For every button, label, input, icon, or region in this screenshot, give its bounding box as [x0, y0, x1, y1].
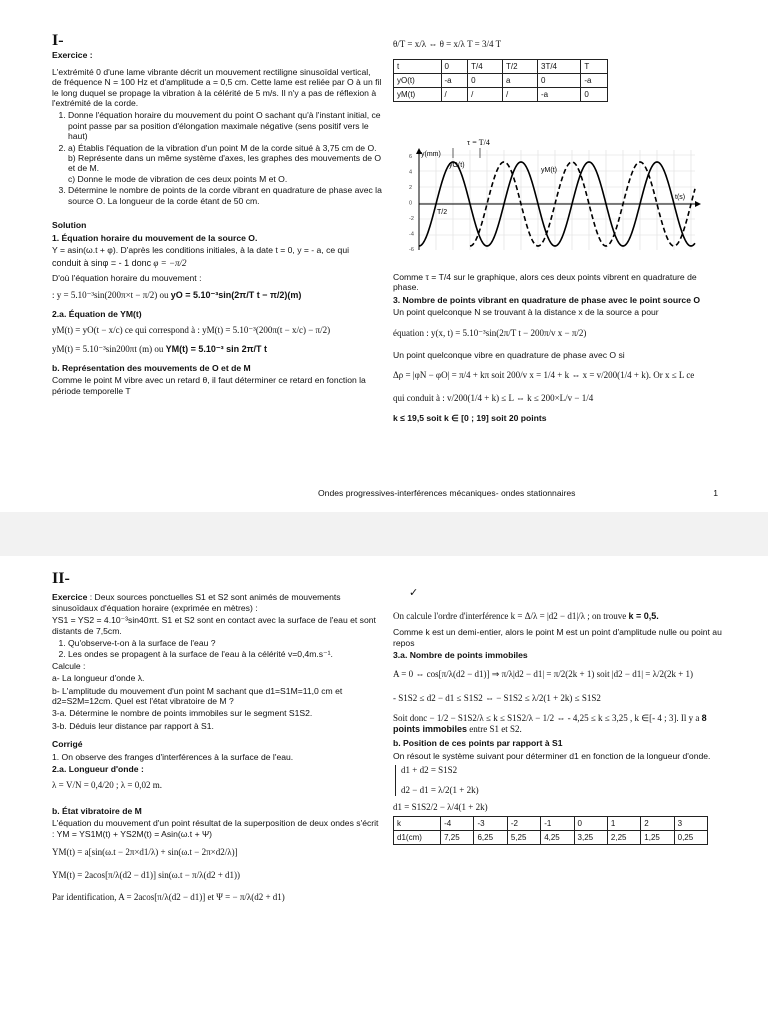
question-list [52, 638, 382, 660]
page-footer [318, 488, 718, 498]
solution-heading: 3. Nombre de points vibrant en quadrature de phase avec le point source O [393, 294, 701, 305]
y-tick-label: 2 [409, 185, 413, 191]
page-number: 1 [713, 488, 718, 498]
page2-right-column [393, 608, 723, 845]
table-cell: 0 [538, 74, 581, 88]
curve-M-label: yM(t) [541, 167, 557, 174]
solution-heading: b. Position de ces points par rapport à S1 [393, 738, 563, 749]
solution-text: D'où l'équation horaire du mouvement : [52, 272, 202, 283]
exercise-equation: YS1 = YS2 = 4.10⁻³sin40πt. S1 et S2 sont en contact avec la surface de l'eau et sont distants de 7,5cm. [52, 615, 376, 636]
y-tick-label: 4 [409, 169, 413, 176]
equation: d1 = S1S2/2 − λ/4(1 + 2k) [393, 801, 488, 812]
table-cell: 0 [581, 88, 608, 102]
equation: yM(t) = yO(t − x/c) ce qui correspond à : yM(t) = 5.10⁻³(200π(t − x/c) − π/2) [52, 324, 331, 335]
equation: équation : y(x, t) = 5.10⁻³sin(2π/T t − 200π/v x − π/2) [393, 327, 587, 338]
calc-item: a- La longueur d'onde λ. [52, 673, 145, 684]
table-row [394, 88, 608, 102]
page1-right-column [393, 36, 723, 424]
data-table [393, 816, 708, 845]
y-tick-label: 0 [409, 200, 413, 207]
table-cell: / [503, 88, 538, 102]
solution-heading: 2.a. Longueur d'onde : [52, 764, 144, 775]
curve-O-label: yO(t) [449, 162, 465, 169]
equation: YM(t) = 2acos[π/λ(d2 − d1)] sin(ω.t − π/λ(d2 + d1)) [52, 869, 241, 880]
solution-heading: 3.a. Nombre de points immobiles [393, 650, 528, 661]
footer-title: Ondes progressives-interférences mécaniques- ondes stationnaires [318, 488, 576, 498]
table-cell: t [394, 60, 442, 74]
table-cell: 1,25 [641, 831, 674, 845]
table-cell: -1 [541, 817, 574, 831]
exercise-label: Exercice : [52, 50, 93, 61]
solution-text: 1. On observe des franges d'interférences à la surface de l'eau. [52, 751, 294, 762]
table-cell: 2,25 [607, 831, 640, 845]
question-item: 1. Donne l'équation horaire du mouvement du point O sachant qu'à l'instant initial, ce point passe par sa position d'élongation maximale négative (sens positif vers le haut) [68, 110, 382, 141]
table-cell: -3 [474, 817, 507, 831]
page1-left-column [52, 32, 382, 398]
table-cell: 3 [674, 817, 707, 831]
equation: YM(t) = a[sin(ω.t − 2π×d1/λ) + sin(ω.t − 2π×d2/λ)] [52, 847, 238, 858]
table-cell: 2 [641, 817, 674, 831]
table-cell: yO(t) [394, 74, 442, 88]
equation: d2 − d1 = λ/2(1 + 2k) [401, 785, 479, 796]
equation: λ = V/N = 0,4/20 ; λ = 0,02 m. [52, 779, 162, 790]
table-row [394, 74, 608, 88]
solution-text: Y = asin(ω.t + φ). D'après les conditions initiales, à la date t = 0, y = - a, ce qui [52, 244, 350, 255]
table-cell: d1(cm) [394, 831, 441, 845]
table-row [394, 817, 708, 831]
tau-label: τ = T/4 [467, 138, 490, 147]
calc-item: b- L'amplitude du mouvement d'un point M sachant que d1=S1M=11,0 cm et d2=S2M=12cm. Quel est l'état vibratoire de M ? [52, 685, 343, 707]
equation-phi: φ = −π/2 [153, 258, 187, 269]
table-cell: 1 [607, 817, 640, 831]
table-row [394, 831, 708, 845]
x-axis-label: t(s) [675, 194, 686, 201]
solution-text: Comme τ = T/4 sur le graphique, alors ces deux points vibrent en quadrature de phase. [393, 272, 697, 293]
table-cell: 7,25 [441, 831, 474, 845]
document-page-2 [0, 556, 768, 1024]
section-title: II- [52, 570, 70, 587]
result-text: k ≤ 19,5 soit k ∈ [0 ; 19] soit 20 points [393, 413, 547, 424]
equation: conduit à sinφ = - 1 donc φ = −π/2 [52, 258, 187, 269]
table-cell: 6,25 [474, 831, 507, 845]
solution-text: Un point quelconque vibre en quadrature de phase avec O si [393, 350, 625, 361]
equation: Δρ = |φN − φO| = π/4 + kπ soit 200/v x = 1/4 + k ⇔ x = v/200(1/4 + k). Or x ≤ L ce [393, 370, 695, 381]
table-cell: T/2 [503, 60, 538, 74]
question-part: c) Donne le mode de vibration de ces deux points M et O. [68, 173, 288, 184]
y-tick-label: -6 [409, 247, 414, 253]
table-cell: / [441, 88, 468, 102]
table-cell: 0 [441, 60, 468, 74]
table-cell: T [581, 60, 608, 74]
equation: yM(t) = 5.10⁻³sin200πt (m) ou YM(t) = 5.10⁻³ sin 2π/T t [52, 344, 267, 355]
question-item: 2. Les ondes se propagent à la surface de l'eau à la célérité v=0,4m.s⁻¹. [68, 649, 382, 659]
table-cell: 4,25 [541, 831, 574, 845]
y-axis-label: y(mm) [421, 151, 441, 158]
table-cell: 0 [574, 817, 607, 831]
question-item: 1. Qu'observe-t-on à la surface de l'eau ? [68, 638, 382, 648]
solution-text: On résout le système suivant pour déterminer d1 en fonction de la longueur d'onde. [393, 750, 711, 761]
y-tick-label: -2 [409, 216, 414, 222]
equation: qui conduit à : v/200(1/4 + k) ≤ L ⇔ k ≤ 200×L/v − 1/4 [393, 392, 594, 403]
table-cell: 0,25 [674, 831, 707, 845]
solution-text: Un point quelconque N se trouvant à la distance x de la source a pour [393, 307, 659, 318]
exercise-text: L'extrémité 0 d'une lame vibrante décrit un mouvement rectiligne sinusoïdal vertical, de fréquence N = 100 Hz et d'amplitude a = 0,5 cm. Cette lame est reliée par O à un fil le long duquel se propage la vibration à la célérité de 5 m/s. Il n'y a pas de réflexion à l'extrémité de la corde. [52, 66, 382, 109]
exercise-text: Exercice : Deux sources ponctuelles S1 et S2 sont animés de mouvements sinusoïdaux d'équation horaire (exprimée en mètres) : [52, 592, 341, 613]
equation: Soit donc − 1/2 − S1S2/λ ≤ k ≤ S1S2/λ − 1/2 ⇔ - 4,25 ≤ k ≤ 3,25 , k ∈[- 4 ; 3]. Il y a 8 points immobiles entre S1 et S2. [393, 713, 707, 734]
table-cell: -a [441, 74, 468, 88]
question-item: 3. Détermine le nombre de points de la corde vibrant en quadrature de phase avec la source O. La longueur de la corde étant de 50 cm. [68, 185, 382, 206]
table-cell: 5,25 [507, 831, 540, 845]
y-tick-label: -4 [409, 231, 414, 238]
data-table [393, 59, 608, 102]
page-separator [0, 512, 768, 556]
equation: On calcule l'ordre d'interférence k = Δ/λ = |d2 − d1|/λ ; on trouve k = 0,5. [393, 611, 659, 621]
half-period-label: T/2 [437, 209, 448, 216]
solution-heading: b. Représentation des mouvements de O et de M [52, 362, 251, 373]
section-title: I- [52, 32, 64, 49]
solution-text: L'équation du mouvement d'un point résultat de la superposition de deux ondes s'écrit : YM = YS1M(t) + YS2M(t) = Asin(ω.t + Ψ) [52, 818, 379, 839]
table-cell: 3,25 [574, 831, 607, 845]
table-cell: -4 [441, 817, 474, 831]
table-cell: -a [538, 88, 581, 102]
corrige-label: Corrigé [52, 739, 83, 750]
solution-text: Comme k est un demi-entier, alors le point M est un point d'amplitude nulle ou point au repos [393, 627, 722, 648]
wave-graph [405, 136, 701, 254]
equation: θ/T = x/λ ⇔ θ = x/λ T = 3/4 T [393, 39, 502, 49]
question-part: 2. a) Établis l'équation de la vibration d'un point M de la corde situé à 3,75 cm de O. [68, 142, 377, 153]
table-row [394, 60, 608, 74]
equation: Par identification, A = 2acos[π/λ(d2 − d1)] et Ψ = − π/λ(d2 + d1) [52, 891, 285, 902]
table-cell: 3T/4 [538, 60, 581, 74]
table-cell: yM(t) [394, 88, 442, 102]
question-item [68, 143, 382, 185]
calc-item: 3-b. Déduis leur distance par rapport à S1. [52, 720, 214, 731]
equation: A = 0 ⇔ cos[π/λ(d2 − d1)] ⇒ π/λ|d2 − d1| = π/2(2k + 1) soit |d2 − d1| = λ/2(2k + 1) [393, 668, 694, 679]
equation: d1 + d2 = S1S2 [401, 765, 458, 776]
calc-label: Calcule : [52, 660, 86, 671]
solution-heading: b. État vibratoire de M [52, 805, 142, 816]
table-cell: a [503, 74, 538, 88]
table-cell: 0 [468, 74, 503, 88]
equation-system [395, 765, 723, 796]
checkmark: ✓ [409, 587, 419, 599]
y-tick-label: 6 [409, 154, 413, 160]
equation: - S1S2 ≤ d2 − d1 ≤ S1S2 ⇔ − S1S2 ≤ λ/2(1 + 2k) ≤ S1S2 [393, 693, 601, 704]
question-list [52, 110, 382, 206]
solution-heading: 2.a. Équation de YM(t) [52, 308, 142, 319]
table-cell: -2 [507, 817, 540, 831]
solution-heading: 1. Équation horaire du mouvement de la source O. [52, 232, 258, 243]
question-part: b) Représente dans un même système d'axes, les graphes des mouvements de O et de M. [68, 153, 382, 174]
solution-label: Solution [52, 220, 87, 231]
calc-item: 3-a. Détermine le nombre de points immobiles sur le segment S1S2. [52, 708, 313, 719]
table-cell: T/4 [468, 60, 503, 74]
equation: : y = 5.10⁻³sin(200π×t − π/2) ou yO = 5.10⁻³sin(2π/T t − π/2)(m) [52, 290, 302, 301]
table-cell: -a [581, 74, 608, 88]
solution-text: Comme le point M vibre avec un retard θ, il faut déterminer ce retard en fonction la période temporelle T [52, 375, 366, 396]
table-cell: k [394, 817, 441, 831]
table-cell: / [468, 88, 503, 102]
page2-left-column [52, 570, 382, 902]
